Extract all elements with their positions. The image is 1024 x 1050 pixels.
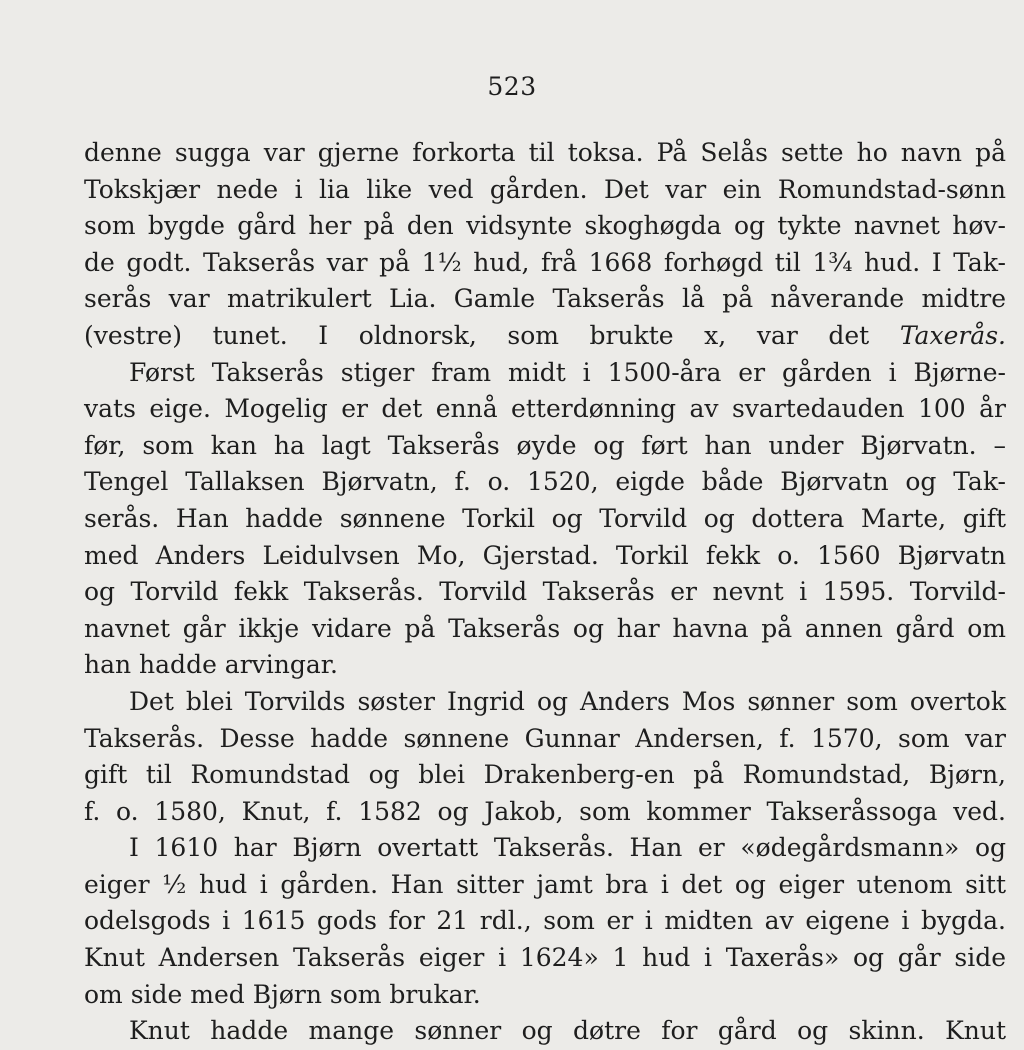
text-line	[84, 611, 1006, 648]
text-line	[84, 245, 1006, 282]
text-line	[84, 574, 1006, 611]
text-line-content: de godt. Takserås var på 1½ hud, frå 1668 forhøgd til 1¾ hud. I Tak-	[84, 247, 1006, 277]
text-line-content: Tokskjær nede i lia like ved gården. Det var ein Romundstad-sønn	[84, 174, 1006, 204]
text-line	[84, 281, 1006, 318]
text-line-content: Det blei Torvilds søster Ingrid og Anders Mos sønner som overtok	[129, 686, 1006, 716]
text-line	[84, 794, 1006, 831]
text-line-content: denne sugga var gjerne forkorta til toksa. På Selås sette ho navn på	[84, 138, 1006, 167]
text-line	[84, 1013, 1006, 1050]
text-line-content: som bygde gård her på den vidsynte skoghøgda og tykte navnet høv-	[84, 211, 1006, 241]
text-line-content: Knut hadde mange sønner og døtre for gård og skinn. Knut	[129, 1016, 1006, 1046]
text-line-content: I 1610 har Bjørn overtatt Takserås. Han er «ødegårdsmann» og	[129, 833, 1006, 863]
text-line-content: Tengel Tallaksen Bjørvatn, f. o. 1520, eigde både Bjørvatn og Tak-	[84, 467, 1006, 497]
text-line	[84, 208, 1006, 245]
text-line	[84, 501, 1006, 538]
text-line-content: Takserås. Desse hadde sønnene Gunnar Andersen, f. 1570, som var	[84, 723, 1006, 753]
text-line-content: Først Takserås stiger fram midt i 1500-åra er gården i Bjørne-	[129, 357, 1006, 387]
text-line-content: serås var matrikulert Lia. Gamle Takserås lå på nåverande midtre	[84, 284, 1006, 314]
text-line	[84, 428, 1006, 465]
text-line-content: f. o. 1580, Knut, f. 1582 og Jakob, som kommer Takseråssoga ved.	[84, 796, 1006, 826]
text-line-content: eiger ½ hud i gården. Han sitter jamt bra i det og eiger utenom sitt	[84, 869, 1006, 899]
text-line-content: serås. Han hadde sønnene Torkil og Torvild og dottera Marte, gift	[84, 503, 1006, 533]
text-line-content: om side med Bjørn som brukar.	[84, 979, 481, 1009]
text-line-content: navnet går ikkje vidare på Takserås og har havna på annen gård om	[84, 613, 1006, 643]
text-line-content: gift til Romundstad og blei Drakenberg-en på Romundstad, Bjørn,	[84, 760, 1006, 790]
body-text	[84, 135, 1006, 1050]
text-line-content: og Torvild fekk Takserås. Torvild Takserås er nevnt i 1595. Torvild-	[84, 577, 1006, 607]
text-line	[84, 977, 1006, 1014]
text-line	[84, 830, 1006, 867]
text-line-content: med Anders Leidulvsen Mo, Gjerstad. Torkil fekk o. 1560 Bjørvatn	[84, 540, 1006, 570]
text-line-content: Knut Andersen Takserås eiger i 1624» 1 hud i Taxerås» og går side	[84, 943, 1006, 973]
text-line	[84, 172, 1006, 209]
text-line	[84, 135, 1006, 172]
text-line	[84, 355, 1006, 392]
text-line	[84, 757, 1006, 794]
text-line	[84, 721, 1006, 758]
text-line	[84, 903, 1006, 940]
text-line	[84, 684, 1006, 721]
text-line	[84, 318, 1006, 355]
text-line	[84, 391, 1006, 428]
page-number: 523	[487, 72, 537, 101]
italic-term: Taxerås.	[899, 320, 1006, 350]
text-line-content: vats eige. Mogelig er det ennå etterdønning av svartedauden 100 år	[84, 394, 1006, 424]
text-line	[84, 464, 1006, 501]
text-line-content: odelsgods i 1615 gods for 21 rdl., som er i midten av eigene i bygda.	[84, 906, 1006, 936]
text-line	[84, 867, 1006, 904]
text-line-content: (vestre) tunet. I oldnorsk, som brukte x, var det	[84, 320, 870, 350]
text-line	[84, 538, 1006, 575]
text-line	[84, 940, 1006, 977]
text-line	[84, 647, 1006, 684]
text-line-content: før, som kan ha lagt Takserås øyde og ført han under Bjørvatn. –	[84, 430, 1006, 460]
text-line-content: han hadde arvingar.	[84, 650, 338, 680]
